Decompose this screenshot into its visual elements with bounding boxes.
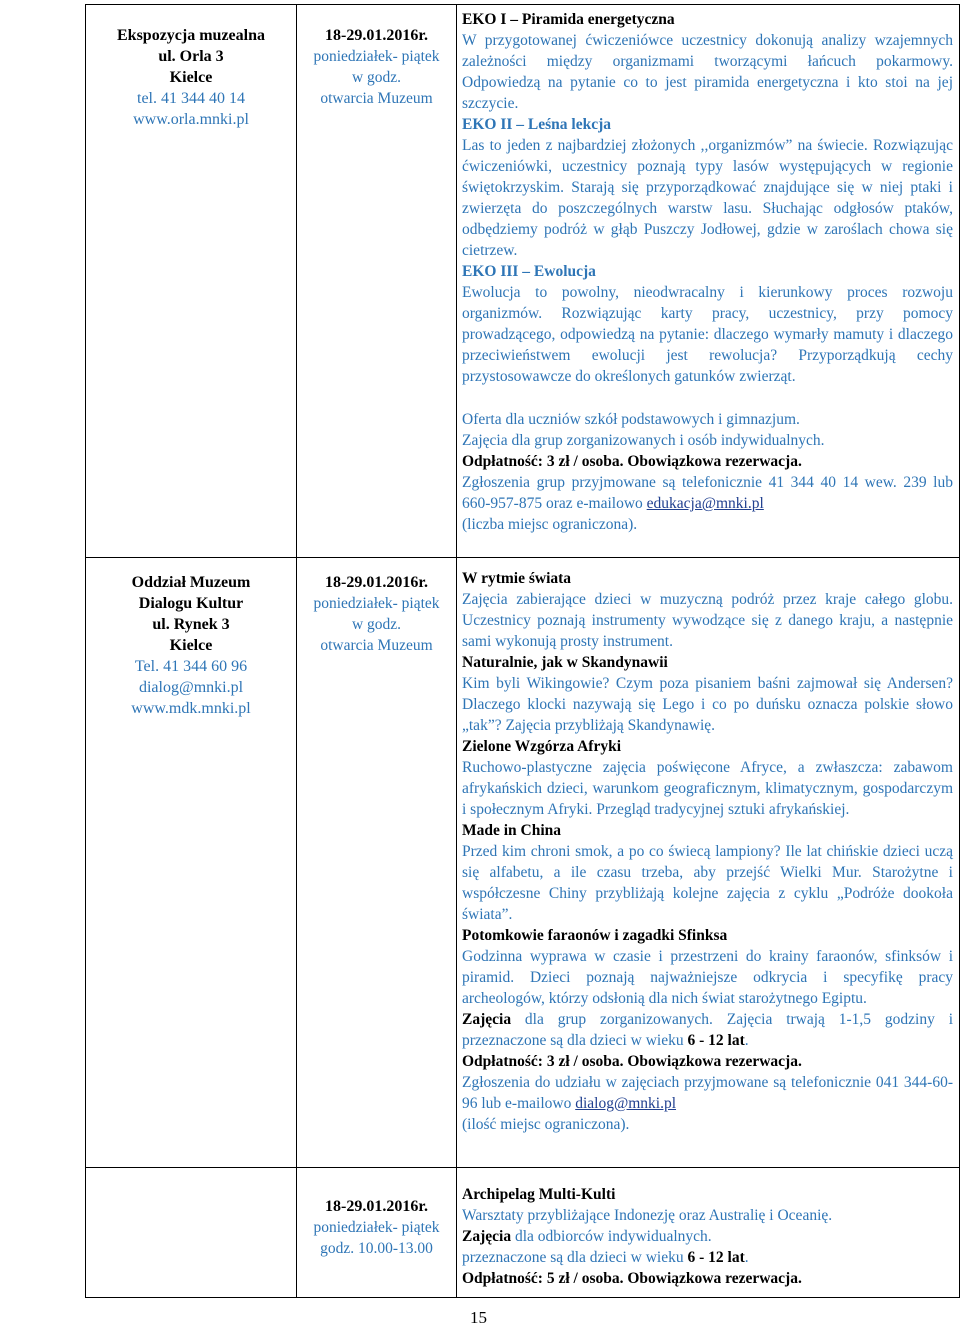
table-row (86, 1168, 960, 1298)
venue-name: Ekspozycja muzealna (117, 27, 265, 44)
venue-website: www.mdk.mnki.pl (131, 700, 251, 717)
age-end: . (744, 1249, 749, 1266)
date-range: 18-29.01.2016r. (325, 1198, 428, 1215)
section-title: Naturalnie, jak w Skandynawii (462, 654, 668, 671)
contact-line (462, 1072, 953, 1114)
section-title: EKO II – Leśna lekcja (462, 116, 611, 133)
offer-line: Oferta dla uczniów szkół podstawowych i gimnazjum. (462, 411, 800, 428)
venue-cell-empty (86, 1168, 297, 1298)
venue-phone: Tel. 41 344 60 96 (134, 658, 248, 675)
section-title: Made in China (462, 822, 562, 839)
hours-value: godz. 10.00-13.00 (320, 1240, 433, 1257)
venue-name-2: Dialogu Kultur (138, 595, 244, 612)
venue-address: ul. Orla 3 (158, 48, 224, 65)
age-text: przeznaczone są dla dzieci w wieku (462, 1249, 688, 1266)
limit-line: (liczba miejsc ograniczona). (462, 516, 638, 533)
dates-cell (297, 558, 457, 1168)
section-title: W rytmie świata (462, 570, 572, 587)
age-end: . (744, 1032, 749, 1049)
section-text: Ewolucja to powolny, nieodwracalny i kierunkowy proces rozwoju organizmów. Rozwiązując karty pracy, uczestnicy, przy pomocy prowadzącego, odpowiedzą na pytanie: dlaczego wymarły mamuty i dlaczego przeciwieństwem ewolucji jest rewolucja? Przyporządkują cechy przystosowawcze do określonych gatunków zwierząt. (462, 284, 953, 385)
section-text: Ruchowo-plastyczne zajęcia poświęcone Afryce, a zwłaszcza: zabawom afrykańskich dzieci, warunkom geograficznym, klimatycznym, gospodarczym i społecznym Afryki. Przegląd tradycyjnej sztuki afrykańskiej. (462, 759, 953, 818)
section-title: EKO III – Ewolucja (462, 263, 596, 280)
venue-city: Kielce (169, 69, 213, 86)
venue-cell (86, 558, 297, 1168)
section-text: Zajęcia zabierające dzieci w muzyczną podróż przez kraje całego globu. Uczestnicy poznają instrumenty wywodzące się z danego kraju, a następnie sami wykonują prosty instrument. (462, 591, 953, 650)
table-row (86, 5, 960, 558)
hours-label: w godz. (351, 616, 402, 633)
hours-label: w godz. (351, 69, 402, 86)
limit-line: (ilość miejsc ograniczona). (462, 1116, 630, 1133)
groups-text: dla grup zorganizowanych. Zajęcia trwają 1-1,5 godziny i przeznaczone są dla dzieci w wieku (462, 1011, 953, 1049)
dates-cell (297, 1168, 457, 1298)
fee-line: Odpłatność: 3 zł / osoba. Obowiązkowa rezerwacja. (462, 1053, 802, 1070)
fee-line: Odpłatność: 5 zł / osoba. Obowiązkowa rezerwacja. (462, 1270, 802, 1287)
dates-cell (297, 5, 457, 558)
venue-cell (86, 5, 297, 558)
groups-text: dla odbiorców indywidualnych. (511, 1228, 712, 1245)
venue-website: www.orla.mnki.pl (133, 111, 249, 128)
venue-address: ul. Rynek 3 (152, 616, 230, 633)
contact-line (462, 472, 953, 514)
schedule-table (85, 4, 960, 1298)
contact-text: Zgłoszenia grup przyjmowane są telefonicznie 41 344 40 14 wew. 239 lub 660-957-875 oraz e-mailowo (462, 474, 953, 512)
date-range: 18-29.01.2016r. (325, 574, 428, 591)
groups-label: Zajęcia (462, 1228, 512, 1245)
section-text: Godzinna wyprawa w czasie i przestrzeni do krainy faraonów, sfinksów i piramid. Dzieci poznają najważniejsze odkrycia i specyfikę pracy archeologów, którzy odsłonią dla nich świat starożytnego Egiptu. (462, 948, 953, 1007)
table-row (86, 558, 960, 1168)
venue-city: Kielce (169, 637, 213, 654)
offer-line: Zajęcia dla grup zorganizowanych i osób indywidualnych. (462, 432, 825, 449)
groups-line (462, 1009, 953, 1051)
weekdays: poniedziałek- piątek (313, 595, 440, 612)
age-range: 6 - 12 lat (687, 1032, 745, 1049)
section-title: Archipelag Multi-Kulti (462, 1186, 616, 1203)
page-number: 15 (470, 1308, 487, 1327)
contact-text: Zgłoszenia do udziału w zajęciach przyjmowane są telefonicznie 041 344-60-96 lub e-mailowo (462, 1074, 953, 1112)
hours-value: otwarcia Muzeum (320, 90, 433, 107)
description-cell (457, 558, 960, 1168)
age-line (462, 1247, 953, 1268)
venue-phone: tel. 41 344 40 14 (137, 90, 245, 107)
section-text: Las to jeden z najbardziej złożonych ,,organizmów” na świecie. Rozwiązując ćwiczeniówki, uczestnicy poznają typy lasów występujących w regionie świętokrzyskim. Starają się przyporządkować znajdujące się w niej ptaki i zwierzęta do poszczególnych warstw lasu. Słuchając odgłosów ptaków, odbędziemy podróż w głąb Puszczy Jodłowej, gdzie w zaroślach chowa się cietrzew. (462, 137, 953, 259)
description-cell (457, 1168, 960, 1298)
groups-label: Zajęcia (462, 1011, 512, 1028)
date-range: 18-29.01.2016r. (325, 27, 428, 44)
section-text: Przed kim chroni smok, a po co świecą lampiony? Ile lat chińskie dzieci uczą się alfabetu, a ile czasu trzeba, aby przejść Wielki Mur. Starożytne i współczesne Chiny przybliżają kolejne zajęcia z cyklu „Podróże dookoła świata”. (462, 843, 953, 923)
venue-email: dialog@mnki.pl (138, 679, 244, 696)
description-cell (457, 5, 960, 558)
section-text: W przygotowanej ćwiczeniówce uczestnicy dokonują analizy wzajemnych zależności między organizmami tworzącymi łańcuch pokarmowy. Odpowiedzą na pytanie co to jest piramida energetyczna i kto stoi na jej szczycie. (462, 32, 953, 112)
section-text: Warsztaty przybliżające Indonezję oraz Australię i Oceanię. (462, 1207, 833, 1224)
age-range: 6 - 12 lat (687, 1249, 745, 1266)
groups-line (462, 1226, 953, 1247)
hours-value: otwarcia Muzeum (320, 637, 433, 654)
section-text: Kim byli Wikingowie? Czym poza pisaniem baśni zajmował się Andersen? Dlaczego klocki nazywają się Lego i co po duńsku oznacza polskie słowo „tak”? Zajęcia przybliżają Skandynawię. (462, 675, 953, 734)
section-title: Zielone Wzgórza Afryki (462, 738, 621, 755)
fee-line: Odpłatność: 3 zł / osoba. Obowiązkowa rezerwacja. (462, 453, 802, 470)
weekdays: poniedziałek- piątek (313, 48, 440, 65)
section-title: Potomkowie faraonów i zagadki Sfinksa (462, 927, 728, 944)
email-link[interactable]: dialog@mnki.pl (575, 1095, 677, 1112)
venue-name: Oddział Muzeum (131, 574, 251, 591)
section-title: EKO I – Piramida energetyczna (462, 11, 675, 28)
weekdays: poniedziałek- piątek (313, 1219, 440, 1236)
email-link[interactable]: edukacja@mnki.pl (646, 495, 764, 512)
